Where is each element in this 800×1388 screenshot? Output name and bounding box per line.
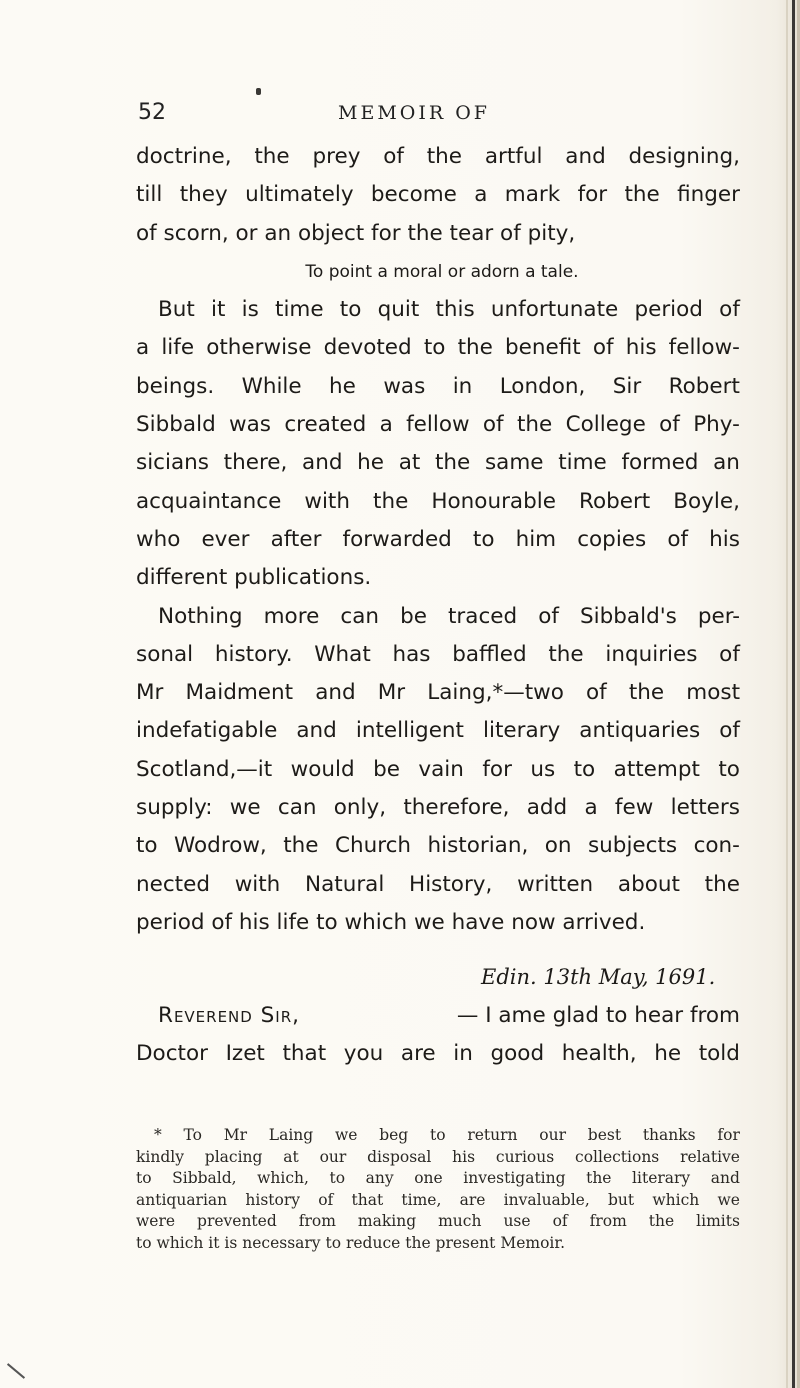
word: the (586, 1169, 612, 1187)
footnote-line (136, 1168, 740, 1190)
word: making (357, 1212, 417, 1230)
word: after (270, 526, 322, 552)
word: subjects (587, 833, 678, 859)
word: on (544, 833, 572, 859)
word: collections (575, 1147, 660, 1166)
word: of (482, 412, 504, 438)
word: health, (561, 1040, 637, 1066)
word: and (315, 680, 356, 706)
text-line: of scorn, or an object for the tear of pity, (136, 220, 576, 246)
word: Honourable (431, 488, 556, 514)
word: this (435, 297, 475, 323)
word: we (334, 1126, 358, 1144)
word: an (713, 450, 740, 476)
word: benefit (505, 335, 581, 361)
letter-dateline: Edin. 13th May, 1691. (481, 965, 716, 990)
word: beings. (136, 373, 215, 399)
word: with (234, 871, 281, 897)
word: he (329, 373, 356, 399)
word: antiquaries (579, 718, 701, 744)
word: and (302, 450, 343, 476)
word: to (718, 756, 740, 782)
word: history (245, 1190, 300, 1209)
word: Mr (136, 680, 164, 706)
text-line: period of his life to which we have now arrived. (136, 909, 646, 935)
word: of (592, 335, 614, 361)
word: kindly (136, 1147, 184, 1166)
word: more (263, 603, 320, 629)
word: it (211, 297, 226, 323)
footnote-line (136, 1190, 740, 1212)
word: sicians (136, 450, 209, 476)
text-line (136, 138, 740, 176)
word: till (136, 182, 163, 208)
word: Phy- (693, 412, 740, 438)
word: the (628, 680, 665, 706)
word: historian, (427, 833, 529, 859)
word: any (365, 1169, 394, 1187)
word: Laing (268, 1126, 314, 1144)
word: to (329, 1169, 346, 1187)
word: To (183, 1126, 202, 1144)
word: of (719, 641, 740, 667)
word: doctrine, (136, 144, 232, 169)
word: Doctor (136, 1040, 208, 1066)
word: Robert (578, 488, 651, 514)
word: intelligent (355, 718, 464, 744)
word: to (339, 297, 362, 323)
word: return (467, 1126, 518, 1144)
corner-scratch-mark (7, 1363, 25, 1379)
word: beg (379, 1126, 409, 1144)
word: Robert (668, 373, 740, 399)
word: ultimately (245, 182, 354, 208)
word: about (617, 871, 680, 897)
word: investigating (463, 1169, 566, 1187)
word: Mr (377, 680, 406, 706)
word: and (710, 1169, 740, 1187)
word: you (343, 1040, 384, 1066)
word: Laing,*—two (427, 680, 564, 706)
word: best (587, 1126, 622, 1144)
word: can (340, 603, 379, 629)
footnote (136, 1125, 740, 1254)
word: unfortunate (490, 297, 619, 323)
word: letters (670, 795, 740, 821)
word: only, (333, 795, 387, 821)
word: nected (136, 871, 210, 897)
word: to (429, 1126, 446, 1144)
word: the (704, 871, 740, 897)
word: were (136, 1212, 176, 1230)
word: Sibbald's (580, 603, 677, 629)
word: designing, (628, 144, 740, 169)
text-line (136, 521, 740, 559)
word: Maidment (185, 680, 294, 706)
text-line (136, 368, 740, 406)
text-line (136, 483, 740, 521)
word: College (565, 412, 646, 438)
text-line (136, 291, 740, 329)
text-line (136, 176, 740, 214)
word: But (158, 297, 195, 323)
quoted-verse: To point a moral or adorn a tale. (305, 261, 579, 282)
text-line (136, 827, 740, 865)
word: we (229, 795, 261, 821)
word: has (392, 641, 431, 667)
word: vain (418, 756, 464, 782)
word: history. (214, 641, 293, 667)
word: attempt (613, 756, 700, 782)
word: and (296, 718, 337, 744)
word: What (314, 641, 371, 667)
word: quit (377, 297, 420, 323)
word: he (357, 450, 385, 476)
word: become (370, 182, 457, 208)
word: otherwise (206, 335, 312, 361)
word: fellow (406, 412, 470, 438)
word: Boyle, (673, 488, 740, 514)
footnote-line (136, 1147, 740, 1169)
letter-salutation: Reverend Sir, (158, 1002, 300, 1028)
word: ever (201, 526, 250, 552)
word: time (275, 297, 324, 323)
word: which, (257, 1169, 309, 1187)
word: Mr (223, 1126, 248, 1144)
word: one (414, 1169, 443, 1187)
word: good (490, 1040, 545, 1066)
word: our (319, 1147, 347, 1166)
text-line (136, 444, 740, 482)
word: con- (693, 833, 740, 859)
word: finger (677, 182, 740, 208)
word: Wodrow, (174, 833, 267, 859)
word: devoted (323, 335, 412, 361)
word: from (298, 1212, 336, 1230)
word: to (573, 756, 596, 782)
word: use (503, 1212, 531, 1230)
word: that (351, 1190, 384, 1209)
word: literary (483, 718, 561, 744)
word: the (254, 144, 290, 169)
word: * (154, 1126, 162, 1144)
footnote-line (136, 1125, 740, 1147)
word: of (719, 297, 740, 323)
word: are (459, 1190, 486, 1209)
text-line (136, 712, 740, 750)
word: the (457, 335, 493, 361)
word: inquiries (605, 641, 698, 667)
letter-opening-text: — I amе glad to hear from (456, 1002, 740, 1028)
word: copies (577, 526, 647, 552)
word: is (241, 297, 259, 323)
page-number: 52 (138, 100, 166, 125)
word: Natural (305, 871, 385, 897)
text-line (136, 674, 740, 712)
word: mark (504, 182, 561, 208)
word: of (586, 680, 607, 706)
word: the (426, 144, 463, 169)
word: add (526, 795, 568, 821)
text-line (136, 598, 740, 636)
word: would (290, 756, 355, 782)
word: life (161, 335, 195, 361)
word: literary (632, 1169, 691, 1187)
word: Scotland,—it (136, 756, 273, 782)
word: can (277, 795, 317, 821)
word: us (530, 756, 556, 782)
word: sonal (136, 641, 194, 667)
word: of (659, 412, 680, 438)
word: a (474, 182, 488, 208)
word: thanks (642, 1126, 696, 1144)
word: antiquarian (136, 1190, 228, 1209)
text-line (136, 329, 740, 367)
word: was (383, 373, 426, 399)
letter-opening-line (136, 997, 740, 1035)
word: the (283, 833, 319, 859)
letter-line (136, 1035, 740, 1073)
word: forwarded (342, 526, 452, 552)
text-line (136, 636, 740, 674)
word: a (379, 412, 393, 438)
word: London, (499, 373, 586, 399)
word: period (634, 297, 703, 323)
word: formed (621, 450, 699, 476)
word: his (625, 335, 657, 361)
word: to (136, 833, 158, 859)
word: of (318, 1190, 334, 1209)
word: time (558, 450, 607, 476)
page-edge-binding (792, 0, 795, 1388)
word: and (565, 144, 606, 169)
word: the (648, 1212, 675, 1230)
word: Sibbald, (172, 1169, 237, 1187)
word: Izet (225, 1040, 265, 1066)
word: in (452, 373, 473, 399)
word: for (717, 1126, 740, 1144)
word: the (516, 412, 553, 438)
word: which (652, 1190, 700, 1209)
word: but (608, 1190, 635, 1209)
word: in (453, 1040, 473, 1066)
word: relative (680, 1147, 740, 1166)
word: that (282, 1040, 327, 1066)
text-line (136, 406, 740, 444)
text-line (136, 751, 740, 789)
word: baffled (452, 641, 527, 667)
word: are (400, 1040, 436, 1066)
word: of (552, 1212, 568, 1230)
word: History, (409, 871, 493, 897)
word: limits (696, 1212, 740, 1230)
word: therefore, (403, 795, 510, 821)
word: prevented (197, 1212, 277, 1230)
page-header (138, 100, 738, 130)
text-line (136, 789, 740, 827)
word: fellow- (668, 335, 740, 361)
word: created (284, 412, 367, 438)
word: of (719, 718, 740, 744)
footnote-line (136, 1211, 740, 1233)
text-line (136, 866, 740, 904)
word: who (136, 526, 181, 552)
word: Sibbald (136, 412, 216, 438)
word: much (438, 1212, 482, 1230)
word: from (589, 1212, 627, 1230)
word: they (179, 182, 228, 208)
word: of (383, 144, 404, 169)
word: there, (223, 450, 288, 476)
word: the (624, 182, 660, 208)
word: at (398, 450, 421, 476)
word: prey (312, 144, 361, 169)
word: acquaintance (136, 488, 282, 514)
footnote-line: to which it is necessary to reduce the present Memoir. (136, 1233, 565, 1252)
word: at (283, 1147, 299, 1166)
word: told (698, 1040, 740, 1066)
word: Church (334, 833, 412, 859)
word: for (482, 756, 512, 782)
word: per- (697, 603, 740, 629)
word: a (584, 795, 598, 821)
word: While (241, 373, 302, 399)
word: Nothing (158, 603, 243, 629)
word: his (709, 526, 740, 552)
text-line: different publications. (136, 565, 372, 591)
word: his (452, 1147, 476, 1166)
word: few (614, 795, 654, 821)
word: be (400, 603, 427, 629)
word: our (539, 1126, 566, 1144)
word: disposal (367, 1147, 432, 1166)
word: to (472, 526, 495, 552)
word: artful (484, 144, 543, 169)
word: with (304, 488, 350, 514)
word: curious (495, 1147, 555, 1166)
word: placing (204, 1147, 263, 1166)
word: he (654, 1040, 682, 1066)
word: the (548, 641, 584, 667)
word: for (577, 182, 608, 208)
page-edge-shadow (786, 0, 788, 1388)
word: same (484, 450, 544, 476)
word: written (517, 871, 594, 897)
word: of (538, 603, 559, 629)
ink-spot (256, 88, 261, 95)
word: time, (401, 1190, 442, 1209)
word: most (686, 680, 740, 706)
word: to (423, 335, 446, 361)
word: we (717, 1190, 740, 1209)
word: was (229, 412, 272, 438)
running-head: MEMOIR OF (338, 102, 490, 124)
word: the (434, 450, 471, 476)
word: a (136, 335, 150, 361)
word: be (373, 756, 400, 782)
word: indefatigable (136, 718, 278, 744)
body-text (136, 138, 740, 1073)
word: of (667, 526, 689, 552)
word: Sir (612, 373, 642, 399)
word: invaluable, (503, 1190, 590, 1209)
word: him (515, 526, 557, 552)
word: the (373, 488, 409, 514)
word: to (136, 1169, 152, 1187)
word: supply: (136, 795, 213, 821)
word: traced (448, 603, 518, 629)
